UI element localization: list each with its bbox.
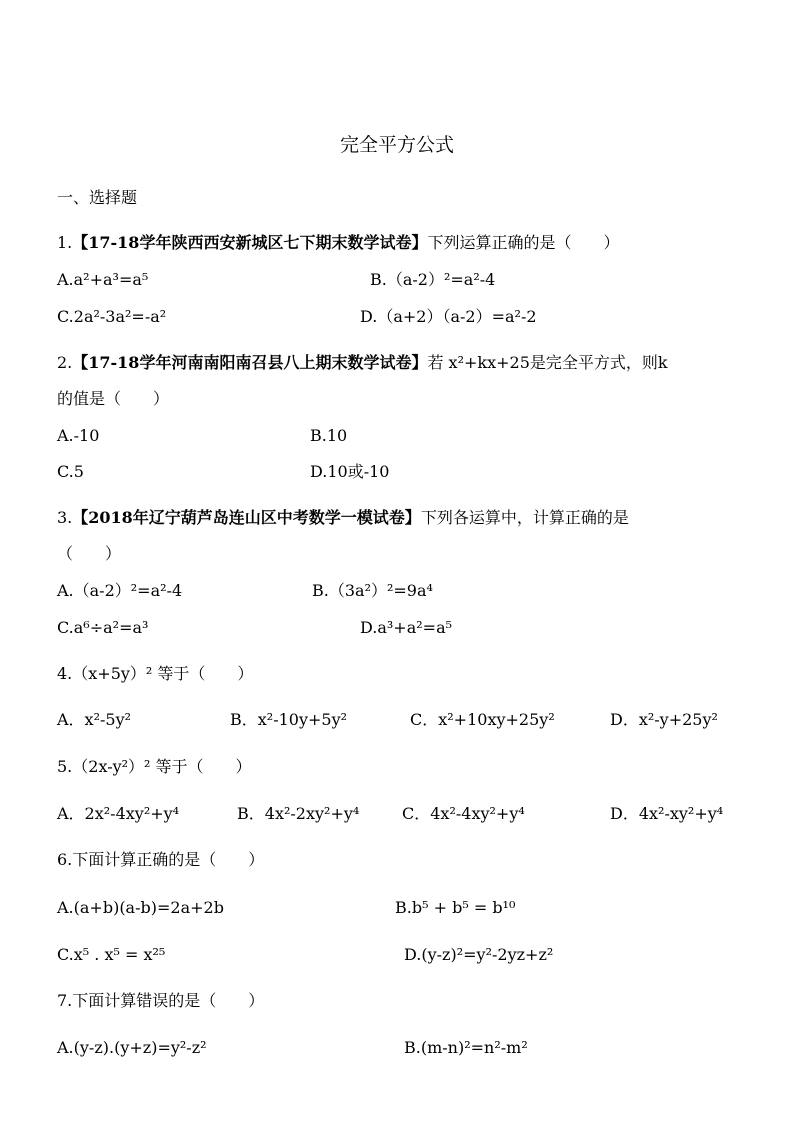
section-heading: 一、选择题 — [57, 188, 138, 207]
question-source: 【17-18学年河南南阳南召县八上期末数学试卷】 — [72, 353, 428, 372]
question-number: 3. — [57, 508, 73, 527]
option-a: A．2x²-4xy²+y⁴ — [57, 804, 180, 823]
option-b: B．4x²-2xy²+y⁴ — [237, 804, 360, 823]
option-d: D．4x²-xy²+y⁴ — [610, 804, 724, 823]
option-c: C．4x²-4xy²+y⁴ — [402, 804, 525, 823]
question-text-continued: 的值是（ ） — [57, 389, 170, 408]
option-b: B.（a-2）²=a²-4 — [370, 270, 496, 289]
option-d: D．x²-y+25y² — [610, 710, 718, 729]
option-c: C.5 — [57, 462, 84, 481]
question-1 — [57, 232, 619, 254]
question-text-continued: （ ） — [57, 544, 122, 563]
option-b: B．x²-10y+5y² — [230, 710, 348, 729]
question-7: 7.下面计算错误的是（ ） — [57, 991, 265, 1010]
option-c: C．x²+10xy+25y² — [410, 710, 555, 729]
question-6: 6.下面计算正确的是（ ） — [57, 850, 265, 869]
option-a: A.-10 — [57, 426, 100, 445]
question-text: 若 x²+kx+25是完全平方式，则k — [427, 353, 668, 372]
question-text: 下列运算正确的是（ ） — [427, 233, 620, 252]
option-d: D.a³+a²=a⁵ — [360, 618, 453, 637]
option-c: C.2a²-3a²=-a² — [57, 307, 167, 326]
option-c: C.a⁶÷a²=a³ — [57, 618, 149, 637]
option-a: A.(a+b)(a-b)=2a+2b — [57, 898, 224, 917]
question-5: 5.（2x-y²）² 等于（ ） — [57, 757, 252, 776]
option-a: A．x²-5y² — [57, 710, 132, 729]
question-2 — [57, 352, 668, 374]
question-number: 1. — [57, 233, 73, 252]
question-3 — [57, 507, 629, 529]
option-c: C.x⁵ . x⁵ = x²⁵ — [57, 945, 166, 964]
option-a: A.a²+a³=a⁵ — [57, 270, 149, 289]
option-a: A.(y-z).(y+z)=y²-z² — [57, 1038, 207, 1057]
option-d: D.（a+2）（a-2）=a²-2 — [360, 307, 537, 326]
question-number: 2. — [57, 353, 73, 372]
question-text: 下列各运算中，计算正确的是 — [420, 508, 629, 527]
option-a: A.（a-2）²=a²-4 — [57, 581, 183, 600]
option-b: B.b⁵ + b⁵ = b¹⁰ — [395, 898, 516, 917]
option-d: D.10或-10 — [310, 462, 390, 481]
question-4: 4.（x+5y）² 等于（ ） — [57, 664, 254, 683]
option-b: B.(m-n)²=n²-m² — [404, 1038, 528, 1057]
option-b: B.10 — [310, 426, 348, 445]
question-source: 【2018年辽宁葫芦岛连山区中考数学一模试卷】 — [72, 508, 421, 527]
option-d: D.(y-z)²=y²-2yz+z² — [404, 945, 554, 964]
option-b: B.（3a²）²=9a⁴ — [312, 581, 433, 600]
question-source: 【17-18学年陕西西安新城区七下期末数学试卷】 — [72, 233, 428, 252]
page-title: 完全平方公式 — [339, 134, 454, 156]
